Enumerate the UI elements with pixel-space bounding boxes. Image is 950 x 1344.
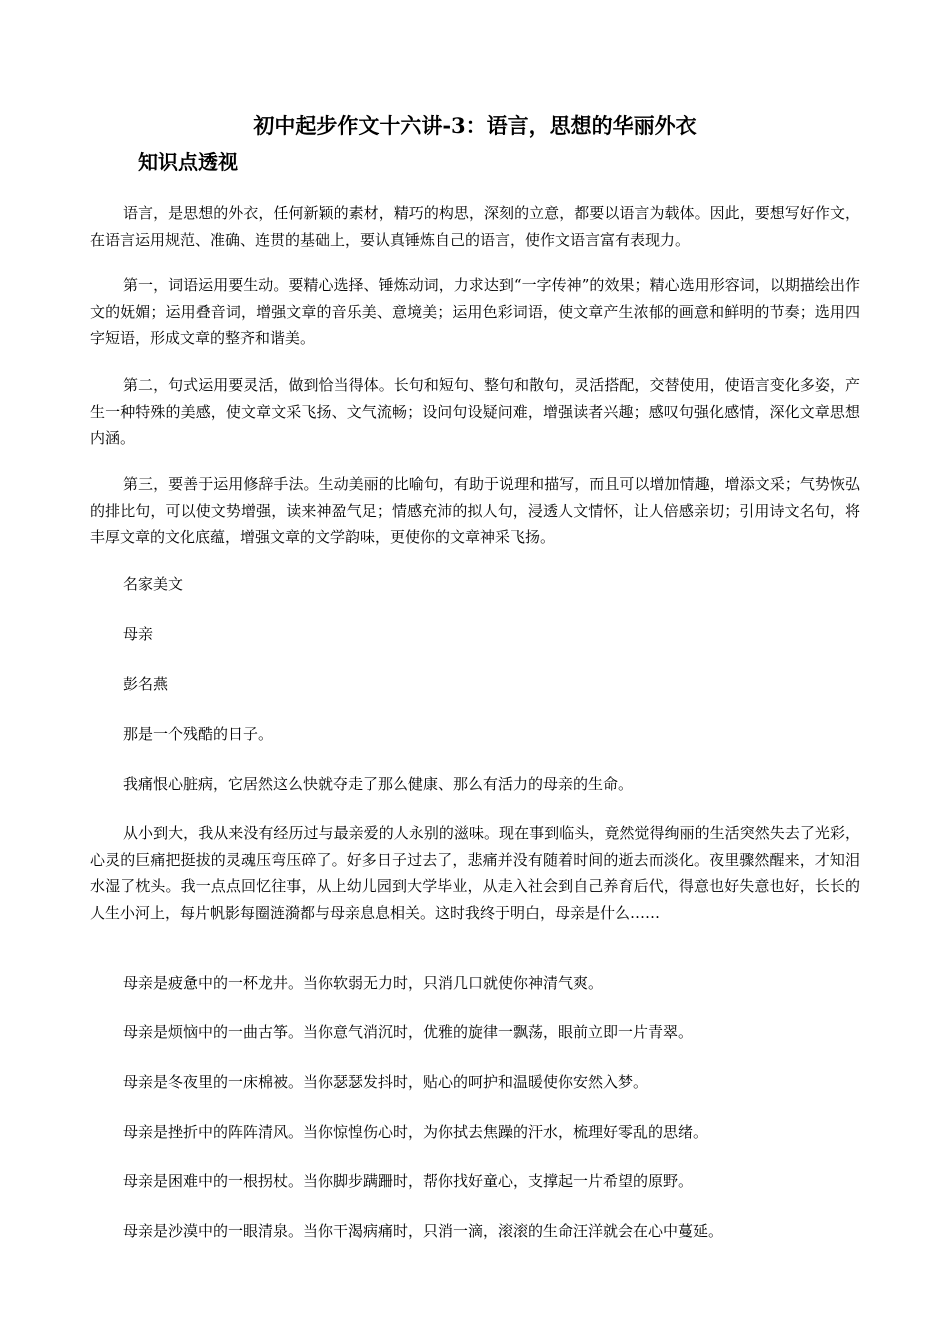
essay-paragraph: 母亲是挫折中的阵阵清风。当你惊惶伤心时，为你拭去焦躁的汗水，梳理好零乱的思绪。	[123, 1123, 709, 1141]
essay-title: 母亲	[123, 625, 154, 643]
essay-author: 彭名燕	[123, 675, 169, 693]
sample-essay-label: 名家美文	[123, 575, 184, 593]
intro-paragraph: 语言，是思想的外衣，任何新颖的素材，精巧的构思，深刻的立意，都要以语言为载体。因此，要想写好作文，在语言运用规范、准确、连贯的基础上，要认真锤炼自己的语言，使作文语言富有表现力。	[90, 204, 860, 249]
point-one-paragraph: 第一，词语运用要生动。要精心选择、锤炼动词，力求达到“一字传神”的效果；精心选用形容词，以期描绘出作文的妩媚；运用叠音词，增强文章的音乐美、意境美；运用色彩词语，使文章产生浓郁的画意和鲜明的节奏；选用四字短语，形成文章的整齐和谐美。	[90, 276, 860, 347]
essay-paragraph: 母亲是疲惫中的一杯龙井。当你软弱无力时，只消几口就使你神清气爽。	[123, 974, 604, 992]
essay-paragraph: 我痛恨心脏病，它居然这么快就夺走了那么健康、那么有活力的母亲的生命。	[123, 775, 634, 793]
essay-paragraph: 母亲是沙漠中的一眼清泉。当你干渴病痛时，只消一滴，滚滚的生命汪洋就会在心中蔓延。	[123, 1222, 724, 1240]
essay-paragraph: 从小到大，我从来没有经历过与最亲爱的人永别的滋味。现在事到临头，竟然觉得绚丽的生活突然失去了光彩，心灵的巨痛把挺拔的灵魂压弯压碎了。好多日子过去了，悲痛并没有随着时间的逝去而淡化。夜里骤然醒来，才知泪水湿了枕头。我一点点回忆往事，从上幼儿园到大学毕业，从走入社会到自己养育后代，得意也好失意也好，长长的人生小河上，每片帆影每圈涟漪都与母亲息息相关。这时我终于明白，母亲是什么……	[90, 824, 860, 922]
essay-paragraph: 那是一个残酷的日子。	[123, 725, 274, 743]
section-heading: 知识点透视	[138, 150, 238, 174]
essay-paragraph: 母亲是冬夜里的一床棉被。当你瑟瑟发抖时，贴心的呵护和温暖使你安然入梦。	[123, 1073, 649, 1091]
essay-paragraph: 母亲是烦恼中的一曲古筝。当你意气消沉时，优雅的旋律一飘荡，眼前立即一片青翠。	[123, 1023, 694, 1041]
point-two-paragraph: 第二，句式运用要灵活，做到恰当得体。长句和短句、整句和散句，灵活搭配，交替使用，使语言变化多姿，产生一种特殊的美感，使文章文采飞扬、文气流畅；设问句设疑问难，增强读者兴趣；感叹句强化感情，深化文章思想内涵。	[90, 376, 860, 447]
point-three-paragraph: 第三，要善于运用修辞手法。生动美丽的比喻句，有助于说理和描写，而且可以增加情趣，增添文采；气势恢弘的排比句，可以使文势增强，读来神盈气足；情感充沛的拟人句，浸透人文情怀，让人倍感亲切；引用诗文名句，将丰厚文章的文化底蕴，增强文章的文学韵味，更使你的文章神采飞扬。	[90, 475, 860, 546]
document-title: 初中起步作文十六讲-3：语言，思想的华丽外衣	[253, 113, 697, 138]
essay-paragraph: 母亲是困难中的一根拐杖。当你脚步蹒跚时，帮你找好童心，支撑起一片希望的原野。	[123, 1172, 694, 1190]
